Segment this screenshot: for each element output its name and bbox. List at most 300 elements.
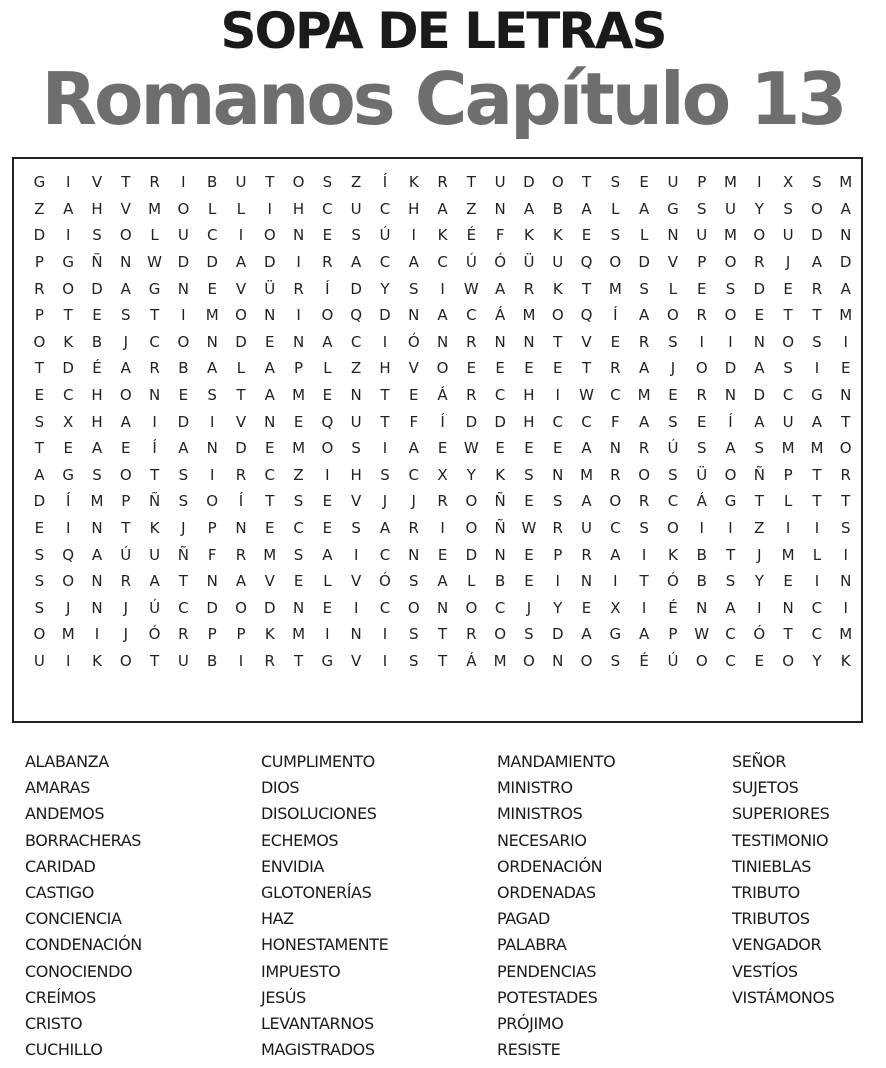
grid-letter: E	[92, 306, 102, 325]
grid-letter: A	[351, 253, 362, 272]
word-list-item: IMPUESTO	[261, 961, 341, 981]
grid-letter: M	[580, 465, 594, 484]
grid-letter: B	[207, 173, 218, 192]
grid-letter: B	[91, 332, 103, 351]
grid-letter: K	[552, 279, 563, 298]
word-list-item: CREÍMOS	[25, 987, 96, 1007]
grid-letter: R	[610, 465, 621, 484]
grid-letter: T	[178, 572, 188, 591]
word-list-item: ORDENADAS	[497, 883, 596, 902]
grid-letter: G	[62, 253, 74, 272]
grid-letter: E	[581, 226, 592, 245]
page-title: SOPA DE LETRAS	[220, 2, 666, 60]
grid-letter: Z	[293, 465, 304, 484]
grid-letter: P	[553, 545, 563, 564]
grid-letter: R	[437, 492, 448, 511]
grid-letter: S	[408, 572, 419, 591]
grid-letter: R	[264, 652, 275, 671]
grid-letter: I	[728, 332, 733, 351]
grid-letter: A	[639, 199, 650, 218]
word-list-item: CONCIENCIA	[25, 909, 122, 929]
grid-letter: T	[380, 386, 390, 405]
grid-letter: T	[63, 306, 73, 325]
grid-letter: T	[236, 386, 246, 405]
grid-letter: N	[840, 572, 852, 591]
word-list-item: VENGADOR	[732, 935, 822, 955]
grid-letter: O	[839, 439, 852, 458]
grid-letter: P	[697, 253, 707, 272]
word-list-item: DISOLUCIONES	[261, 804, 377, 824]
grid-letter: O	[494, 625, 507, 644]
grid-letter: N	[840, 226, 852, 245]
grid-letter: E	[466, 359, 477, 378]
grid-letter: E	[524, 359, 534, 378]
grid-letter: T	[466, 173, 476, 192]
grid-letter: C	[667, 492, 679, 511]
grid-letter: Ú	[379, 226, 391, 245]
grid-letter: U	[581, 519, 593, 538]
grid-letter: S	[812, 332, 822, 351]
grid-letter: M	[724, 226, 737, 245]
grid-letter: S	[351, 226, 361, 245]
grid-letter: D	[839, 253, 852, 272]
grid-letter: T	[265, 492, 275, 511]
word-list-item: PENDENCIAS	[497, 961, 597, 981]
grid-letter: E	[696, 412, 707, 431]
grid-row	[25, 329, 860, 356]
grid-letter: G	[33, 173, 46, 192]
grid-letter: G	[811, 386, 823, 405]
grid-letter: I	[843, 598, 848, 617]
grid-letter: E	[553, 359, 563, 378]
grid-letter: V	[351, 652, 362, 671]
grid-letter: T	[841, 412, 851, 431]
grid-row	[25, 435, 860, 462]
grid-letter: C	[379, 253, 391, 272]
grid-letter: R	[466, 332, 477, 351]
grid-letter: O	[811, 199, 823, 218]
grid-letter: I	[209, 465, 215, 484]
grid-letter: S	[610, 652, 621, 671]
grid-letter: S	[610, 226, 621, 245]
grid-letter: Z	[34, 199, 45, 218]
grid-letter: J	[123, 332, 128, 351]
word-list-item: ALABANZA	[25, 752, 109, 771]
grid-letter: T	[150, 465, 160, 484]
grid-letter: Ú	[120, 545, 132, 564]
grid-letter: T	[725, 545, 736, 564]
word-list-item: PRÓJIMO	[497, 1014, 564, 1033]
grid-letter: I	[65, 519, 71, 538]
grid-letter: U	[350, 412, 362, 431]
grid-letter: Í	[728, 412, 733, 431]
grid-letter: S	[812, 173, 822, 192]
grid-letter: A	[322, 332, 333, 351]
grid-letter: H	[91, 412, 103, 431]
grid-letter: I	[613, 572, 618, 591]
grid-letter: R	[235, 545, 247, 564]
grid-letter: S	[524, 625, 534, 644]
grid-letter: N	[206, 572, 218, 591]
grid-letter: C	[725, 652, 736, 671]
grid-letter: I	[209, 412, 215, 431]
grid-letter: J	[181, 519, 186, 538]
grid-letter: N	[840, 386, 852, 405]
word-list-item: HAZ	[261, 909, 294, 929]
grid-letter: E	[34, 386, 45, 405]
grid-letter: O	[465, 598, 478, 617]
grid-letter: I	[65, 226, 71, 245]
grid-letter: N	[494, 545, 506, 564]
grid-letter: U	[33, 652, 45, 671]
grid-letter: I	[325, 625, 330, 644]
grid-letter: T	[293, 652, 304, 671]
grid-row	[25, 621, 860, 648]
grid-letter: Ú	[667, 439, 679, 458]
grid-letter: A	[840, 199, 851, 218]
grid-letter: T	[581, 279, 592, 298]
grid-letter: I	[555, 572, 560, 591]
word-list-item: HONESTAMENTE	[261, 935, 389, 955]
grid-letter: A	[63, 199, 74, 218]
grid-letter: O	[782, 332, 795, 351]
grid-letter: N	[350, 625, 362, 644]
grid-letter: E	[840, 359, 851, 378]
grid-letter: Z	[351, 173, 362, 192]
grid-letter: M	[90, 492, 104, 511]
word-list-item: POTESTADES	[497, 987, 598, 1007]
grid-letter: T	[754, 492, 764, 511]
grid-letter: A	[725, 598, 736, 617]
grid-letter: I	[728, 519, 733, 538]
grid-letter: O	[753, 226, 766, 245]
grid-letter: Q	[580, 253, 593, 272]
grid-letter: V	[120, 199, 131, 218]
grid-letter: M	[263, 545, 277, 564]
grid-letter: L	[208, 199, 217, 218]
grid-letter: Q	[350, 306, 363, 325]
grid-letter: N	[292, 332, 305, 351]
grid-letter: P	[121, 492, 131, 511]
grid-letter: K	[668, 545, 678, 564]
grid-letter: A	[178, 439, 189, 458]
word-list-item: DIOS	[261, 778, 300, 798]
grid-letter: C	[350, 332, 362, 351]
grid-letter: N	[177, 279, 189, 298]
grid-letter: G	[667, 199, 679, 218]
grid-letter: O	[321, 439, 334, 458]
grid-letter: R	[322, 253, 333, 272]
grid-letter: N	[206, 439, 218, 458]
word-list-item: TESTIMONIO	[732, 830, 829, 850]
grid-letter: A	[120, 412, 131, 431]
grid-letter: S	[668, 465, 678, 484]
grid-letter: P	[207, 519, 217, 538]
grid-letter: S	[639, 519, 649, 538]
grid-letter: I	[238, 226, 244, 245]
grid-letter: D	[62, 359, 74, 378]
grid-letter: I	[440, 279, 445, 298]
grid-letter: D	[350, 279, 362, 298]
grid-letter: R	[120, 572, 131, 591]
grid-letter: S	[668, 412, 678, 431]
grid-letter: O	[206, 492, 219, 511]
grid-letter: C	[581, 412, 592, 431]
grid-letter: Ñ	[91, 253, 103, 272]
grid-letter: A	[639, 306, 650, 325]
grid-letter: C	[178, 598, 189, 617]
grid-letter: A	[235, 572, 247, 591]
grid-letter: O	[177, 332, 190, 351]
grid-row	[25, 302, 860, 329]
grid-letter: T	[812, 492, 822, 511]
grid-letter: Ñ	[177, 545, 189, 564]
grid-letter: P	[294, 359, 304, 378]
grid-letter: A	[610, 545, 621, 564]
grid-letter: N	[523, 332, 535, 351]
grid-letter: Ó	[753, 625, 766, 644]
grid-letter: C	[437, 253, 448, 272]
grid-letter: I	[325, 465, 330, 484]
grid-letter: O	[551, 173, 564, 192]
grid-letter: M	[810, 439, 824, 458]
grid-letter: V	[581, 332, 592, 351]
grid-letter: R	[552, 519, 563, 538]
grid-letter: S	[639, 279, 649, 298]
grid-letter: M	[781, 439, 795, 458]
grid-letter: D	[91, 279, 103, 298]
grid-letter: T	[34, 359, 44, 378]
grid-letter: Í	[238, 492, 244, 511]
grid-letter: U	[149, 545, 161, 564]
grid-letter: W	[521, 519, 537, 538]
word-list-item: CUCHILLO	[25, 1040, 103, 1060]
grid-letter: A	[120, 279, 131, 298]
grid-letter: Z	[351, 359, 362, 378]
grid-letter: L	[783, 492, 793, 511]
grid-letter: O	[724, 465, 737, 484]
grid-letter: T	[34, 439, 44, 458]
grid-letter: S	[725, 572, 736, 591]
grid-letter: T	[121, 519, 131, 538]
grid-letter: S	[293, 492, 304, 511]
grid-letter: S	[322, 173, 333, 192]
grid-letter: E	[63, 439, 73, 458]
grid-letter: V	[351, 492, 362, 511]
grid-letter: E	[783, 279, 793, 298]
grid-letter: A	[581, 625, 592, 644]
grid-letter: I	[814, 519, 820, 538]
grid-letter: T	[553, 332, 563, 351]
grid-letter: S	[408, 625, 419, 644]
grid-letter: A	[811, 253, 823, 272]
grid-letter: O	[667, 306, 679, 325]
grid-letter: K	[63, 332, 74, 351]
grid-letter: T	[841, 492, 851, 511]
grid-letter: M	[839, 173, 853, 192]
grid-letter: O	[436, 359, 449, 378]
grid-letter: I	[641, 545, 647, 564]
grid-letter: Ú	[149, 598, 161, 617]
grid-letter: Í	[382, 173, 388, 192]
grid-letter: V	[235, 279, 247, 298]
grid-letter: R	[638, 439, 650, 458]
grid-letter: A	[149, 572, 160, 591]
word-list-item: NECESARIO	[497, 830, 587, 850]
grid-letter: Y	[380, 279, 390, 298]
grid-letter: U	[782, 412, 794, 431]
word-list-item: ANDEMOS	[25, 804, 105, 824]
word-list-item: BORRACHERAS	[25, 830, 142, 850]
grid-letter: J	[785, 253, 791, 272]
grid-letter: J	[411, 492, 416, 511]
grid-row	[25, 515, 860, 542]
grid-letter: E	[322, 386, 333, 405]
grid-letter: R	[754, 253, 765, 272]
word-list-item: TRIBUTOS	[732, 909, 810, 929]
grid-letter: E	[322, 492, 333, 511]
grid-letter: K	[408, 173, 419, 192]
grid-letter: I	[843, 332, 848, 351]
grid-letter: N	[292, 226, 305, 245]
grid-letter: E	[207, 279, 217, 298]
grid-letter: I	[267, 199, 272, 218]
grid-letter: N	[91, 519, 103, 538]
grid-letter: R	[178, 625, 189, 644]
grid-letter: C	[610, 386, 621, 405]
grid-letter: T	[150, 306, 160, 325]
grid-letter: N	[408, 545, 420, 564]
grid-letter: O	[321, 306, 334, 325]
grid-letter: D	[523, 173, 535, 192]
grid-letter: T	[639, 572, 649, 591]
word-list-item: SUPERIORES	[732, 804, 830, 824]
grid-letter: E	[178, 386, 189, 405]
grid-letter: O	[119, 226, 132, 245]
grid-letter: Z	[466, 199, 477, 218]
grid-letter: T	[121, 173, 131, 192]
grid-letter: V	[667, 253, 679, 272]
grid-letter: I	[353, 545, 359, 564]
grid-letter: S	[610, 173, 621, 192]
grid-letter: D	[33, 492, 46, 511]
grid-letter: E	[322, 226, 333, 245]
grid-letter: É	[668, 598, 678, 617]
grid-letter: A	[408, 253, 419, 272]
grid-letter: D	[465, 545, 478, 564]
grid-letter: I	[65, 173, 71, 192]
grid-letter: F	[409, 412, 419, 431]
grid-letter: N	[494, 199, 506, 218]
grid-letter: R	[696, 386, 707, 405]
grid-letter: K	[264, 625, 275, 644]
grid-letter: E	[524, 545, 534, 564]
grid-letter: S	[34, 572, 45, 591]
grid-letter: C	[811, 598, 823, 617]
grid-letter: É	[466, 226, 477, 245]
grid-letter: U	[177, 652, 189, 671]
grid-letter: M	[292, 625, 306, 644]
grid-letter: E	[265, 332, 275, 351]
grid-letter: A	[639, 359, 650, 378]
grid-letter: T	[581, 359, 592, 378]
grid-letter: A	[437, 572, 448, 591]
grid-letter: G	[321, 652, 334, 671]
grid-letter: I	[757, 598, 762, 617]
word-list-item: VISTÁMONOS	[732, 987, 835, 1007]
grid-letter: I	[181, 173, 186, 192]
word-list-item: CRISTO	[25, 1014, 83, 1033]
grid-row	[25, 222, 860, 249]
grid-letter: N	[91, 572, 103, 591]
grid-letter: Í	[152, 439, 157, 458]
grid-letter: D	[177, 412, 190, 431]
grid-letter: E	[581, 598, 592, 617]
grid-letter: N	[552, 652, 564, 671]
grid-letter: N	[91, 598, 103, 617]
grid-letter: I	[440, 519, 445, 538]
grid-letter: O	[407, 598, 420, 617]
grid-letter: E	[610, 332, 621, 351]
grid-row	[25, 355, 860, 382]
word-list-item: TINIEBLAS	[732, 856, 812, 876]
grid-letter: Ñ	[494, 519, 506, 538]
grid-letter: J	[757, 545, 762, 564]
word-list-item: MINISTROS	[497, 804, 583, 824]
grid-letter: N	[264, 306, 276, 325]
grid-letter: Ó	[407, 332, 420, 351]
grid-letter: O	[609, 253, 622, 272]
grid-row	[25, 408, 860, 435]
grid-letter: C	[494, 386, 506, 405]
grid-letter: S	[783, 359, 793, 378]
grid-letter: Ü	[264, 279, 276, 298]
grid-letter: O	[609, 492, 622, 511]
grid-letter: L	[236, 199, 246, 218]
grid-letter: W	[463, 279, 479, 298]
grid-letter: A	[754, 359, 765, 378]
letter-grid	[12, 157, 863, 723]
grid-letter: R	[840, 465, 851, 484]
grid-letter: O	[62, 572, 75, 591]
grid-letter: O	[638, 465, 651, 484]
grid-letter: R	[235, 465, 247, 484]
grid-letter: J	[123, 625, 128, 644]
grid-letter: U	[552, 253, 564, 272]
grid-letter: Ó	[667, 572, 679, 591]
grid-letter: H	[91, 386, 103, 405]
grid-letter: M	[781, 545, 795, 564]
grid-letter: A	[207, 359, 218, 378]
grid-letter: H	[350, 465, 362, 484]
grid-letter: N	[436, 332, 449, 351]
grid-letter: N	[120, 253, 132, 272]
grid-row	[25, 648, 860, 675]
grid-letter: J	[382, 492, 388, 511]
grid-letter: U	[494, 173, 506, 192]
grid-letter: E	[495, 439, 505, 458]
grid-letter: D	[33, 226, 46, 245]
grid-letter: E	[322, 519, 333, 538]
grid-letter: L	[668, 279, 678, 298]
grid-letter: S	[783, 199, 793, 218]
grid-letter: N	[552, 465, 564, 484]
grid-letter: O	[724, 306, 737, 325]
grid-letter: A	[91, 439, 103, 458]
grid-letter: R	[149, 173, 160, 192]
grid-row	[25, 382, 860, 409]
grid-letter: I	[814, 359, 820, 378]
